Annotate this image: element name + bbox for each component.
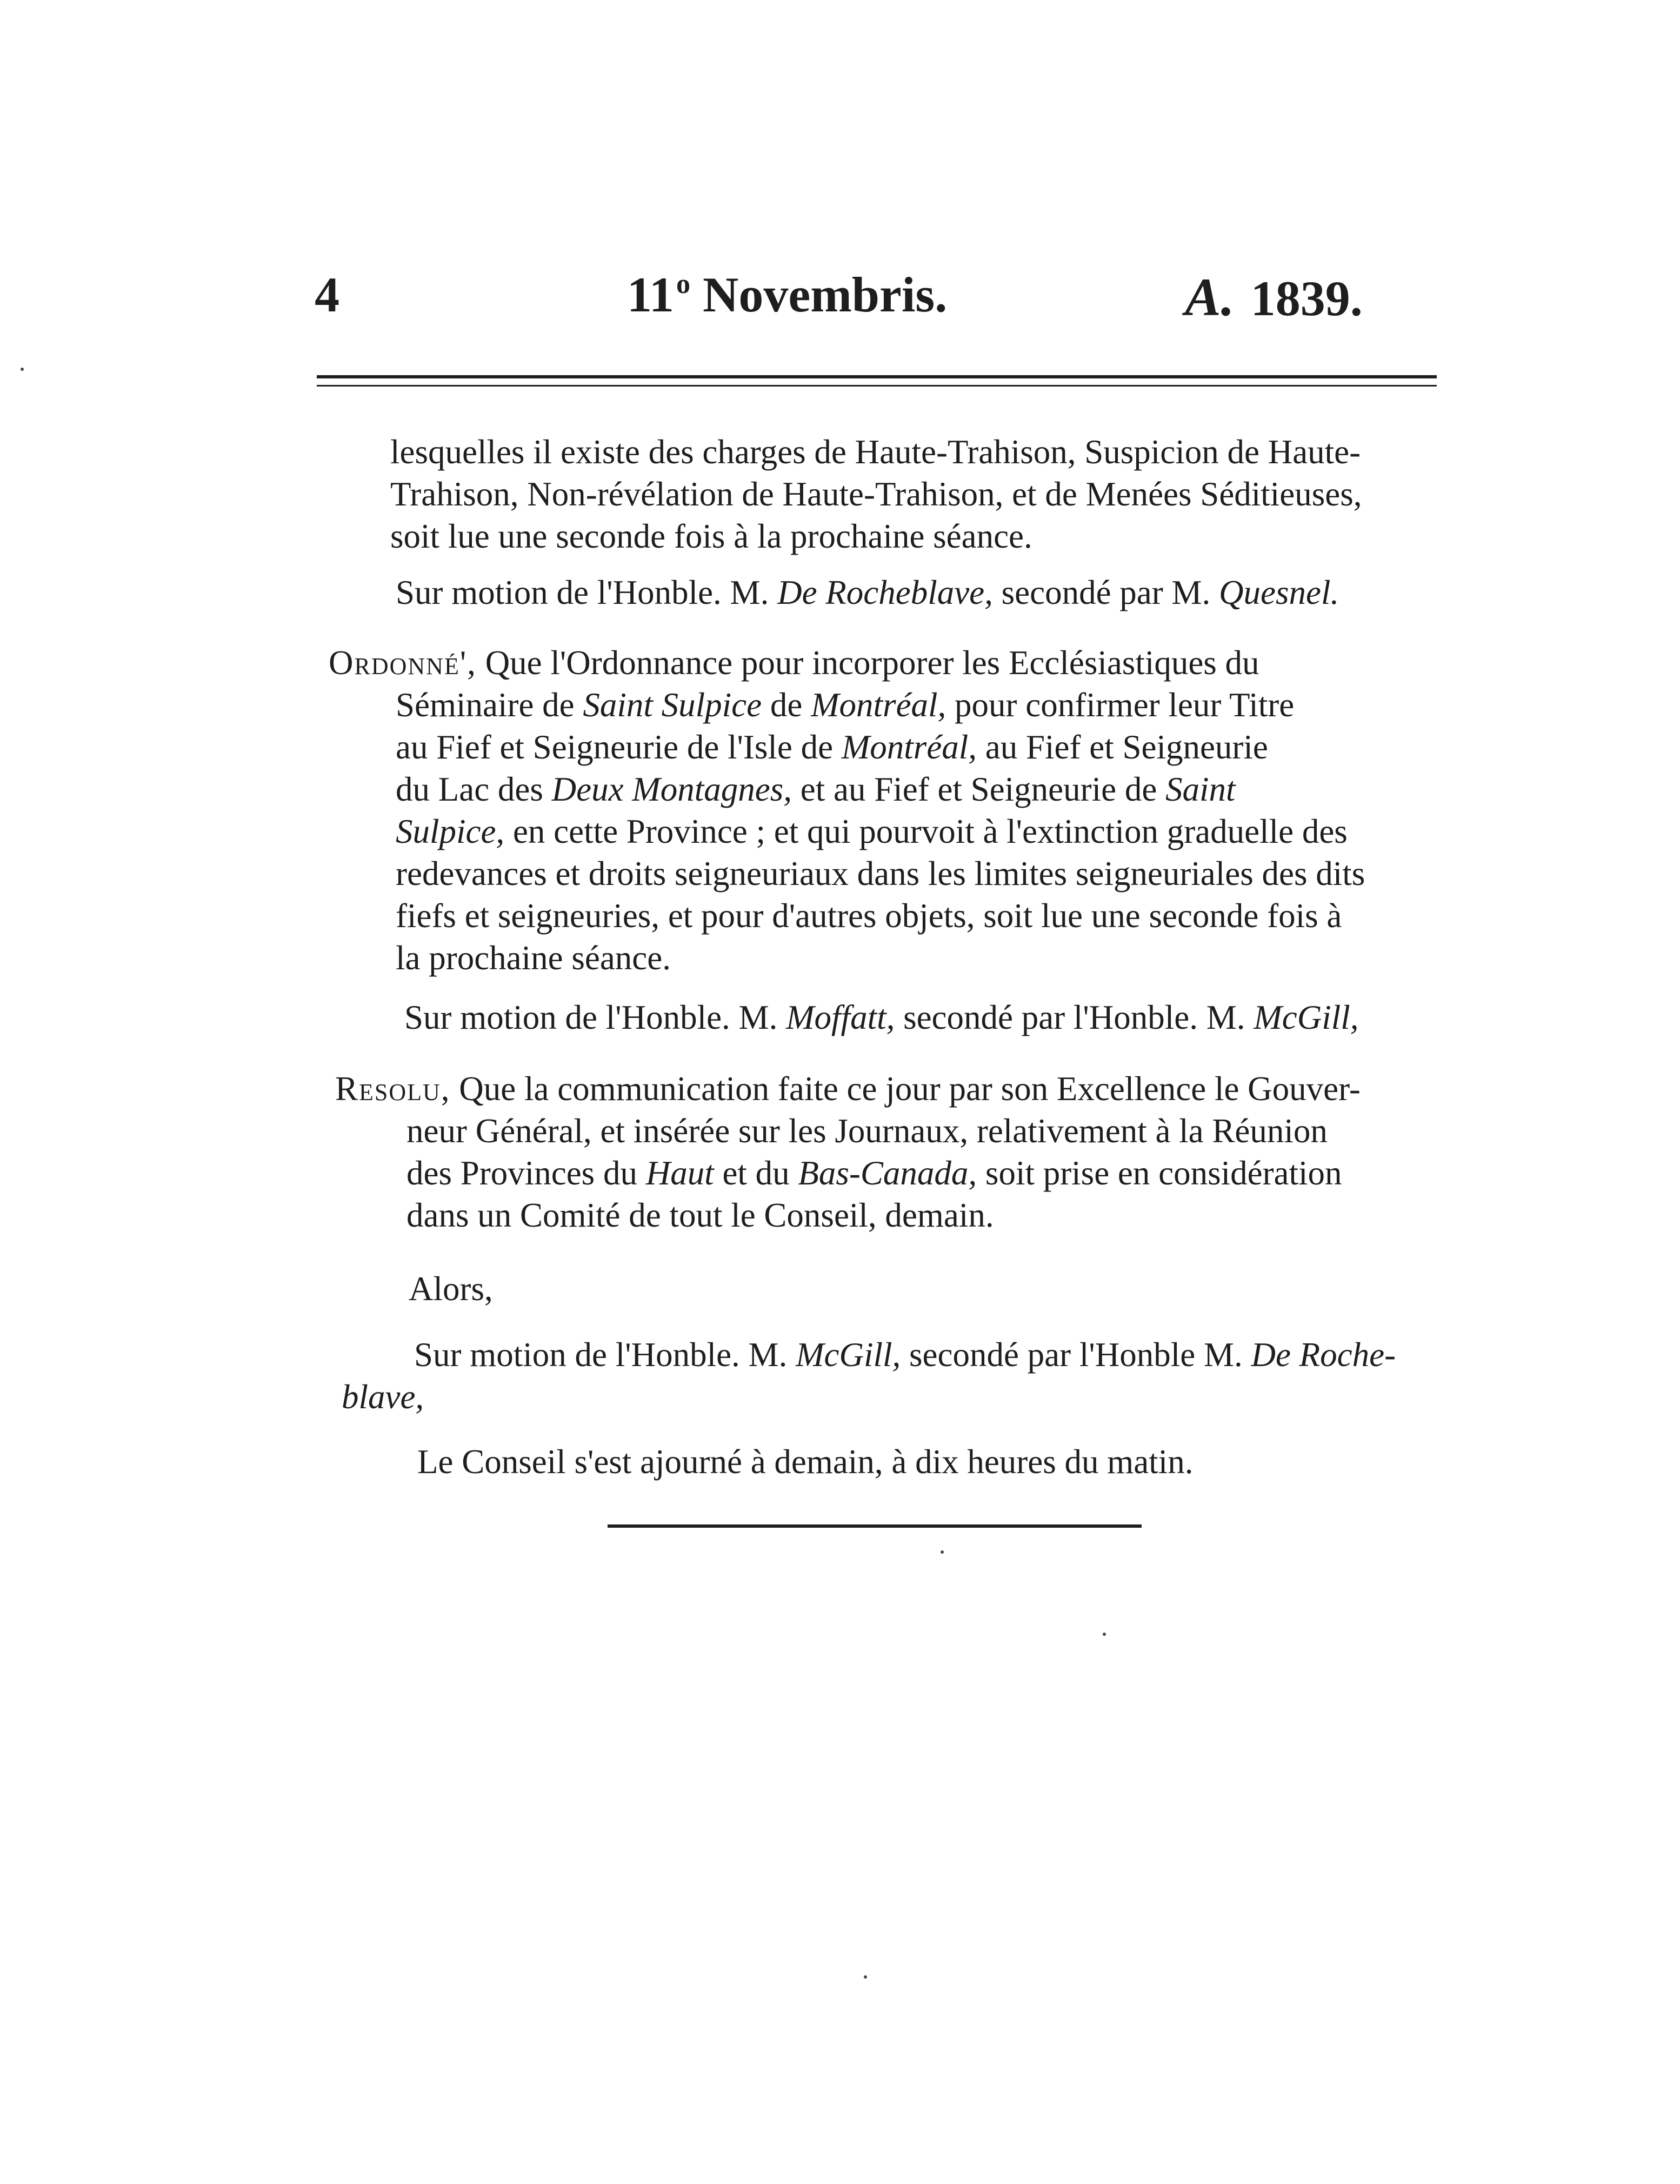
motion-mover: De Rocheblave, (777, 574, 993, 611)
motion-seconder: Quesnel. (1219, 574, 1339, 611)
para1-line: Trahison, Non-révélation de Haute-Trahison, et de Menées Séditieuses, (390, 475, 1362, 513)
resolu-italic: Bas-Canada, (798, 1154, 977, 1192)
ordonne-line (396, 685, 1294, 725)
closing-line: Le Conseil s'est ajourné à demain, à dix heures du matin. (417, 1443, 1194, 1481)
motion-line (396, 573, 1339, 612)
date-month: Novembris. (702, 267, 948, 322)
resolu-text: soit prise en considération (977, 1154, 1342, 1192)
ordonne-line: redevances et droits seigneuriaux dans les limites seigneuriales des dits (396, 855, 1365, 893)
resolu-line (335, 1069, 1361, 1109)
resolu-text: et du (714, 1154, 798, 1192)
motion-text: Sur motion de l'Honble. M. (396, 574, 778, 611)
resolu-text: des Provinces du (406, 1154, 646, 1192)
header-date (627, 266, 947, 323)
scan-speck (1103, 1633, 1106, 1636)
ordonne-italic: Saint (1165, 770, 1236, 808)
ordonne-line (329, 643, 1259, 683)
year-value: 1839. (1250, 271, 1363, 326)
resolu-italic: Haut (645, 1154, 714, 1192)
scan-speck (21, 368, 24, 371)
motion-text: Sur motion de l'Honble. M. (414, 1336, 796, 1374)
ordonne-italic: Saint Sulpice (583, 686, 762, 724)
motion-line (404, 998, 1358, 1037)
motion-seconder: De Roche- (1251, 1336, 1396, 1374)
ordonne-line: fiefs et seigneuries, et pour d'autres objets, soit lue une seconde fois à (396, 897, 1342, 935)
ordonne-italic: Sulpice, (396, 813, 505, 850)
year-prefix: A. (1185, 267, 1235, 327)
ordonne-line: la prochaine séance. (396, 939, 671, 977)
ordonne-text: au Fief et Seigneurie de l'Isle de (396, 728, 842, 766)
motion-seconder: blave, (342, 1378, 424, 1416)
ordonne-line (396, 770, 1236, 809)
ordonne-text: pour confirmer leur Titre (946, 686, 1295, 724)
header-rule-top (317, 375, 1437, 378)
ordonne-text: et au Fief et Seigneurie de (792, 770, 1166, 808)
ordonne-text: de (762, 686, 811, 724)
alors-line: Alors, (409, 1270, 493, 1308)
resolu-line: neur Général, et insérée sur les Journaux, relativement à la Réunion (406, 1112, 1328, 1150)
ordonne-label: Ordonné', (329, 644, 477, 682)
ordonne-line (396, 812, 1348, 851)
header-year (1185, 266, 1363, 328)
ordonne-text: au Fief et Seigneurie (977, 728, 1268, 766)
ordonne-italic: Deux Montagnes, (551, 770, 792, 808)
motion-text: secondé par l'Honble M. (901, 1336, 1251, 1374)
date-day: 11 (627, 267, 674, 322)
ordonne-text: Que l'Ordonnance pour incorporer les Ecclésiastiques du (476, 644, 1259, 682)
scan-speck (864, 1975, 867, 1979)
para1-line: lesquelles il existe des charges de Haute-Trahison, Suspicion de Haute- (390, 433, 1361, 471)
resolu-label: Resolu, (335, 1070, 451, 1108)
resolu-line (406, 1154, 1342, 1193)
motion-line (342, 1377, 424, 1417)
page-number: 4 (315, 267, 339, 322)
resolu-text: Que la communication faite ce jour par son Excellence le Gouver- (450, 1070, 1361, 1108)
ordonne-line (396, 728, 1268, 767)
motion-seconder: McGill, (1254, 998, 1359, 1036)
motion-text: secondé par l'Honble. M. (895, 998, 1254, 1036)
header-rule-bottom (317, 385, 1437, 387)
motion-text: secondé par M. (992, 574, 1219, 611)
motion-text: Sur motion de l'Honble. M. (404, 998, 786, 1036)
ordonne-italic: Montréal, (811, 686, 946, 724)
para1-line: soit lue une seconde fois à la prochaine séance. (390, 517, 1032, 555)
closing-rule (608, 1524, 1142, 1528)
ordonne-text: Séminaire de (396, 686, 583, 724)
motion-mover: McGill, (796, 1336, 901, 1374)
scan-speck (941, 1550, 944, 1554)
date-superscript: o (676, 269, 690, 299)
ordonne-text: en cette Province ; et qui pourvoit à l'extinction graduelle des (504, 813, 1348, 850)
motion-line (414, 1335, 1396, 1375)
motion-mover: Moffatt, (786, 998, 895, 1036)
resolu-line: dans un Comité de tout le Conseil, demain. (406, 1196, 994, 1234)
ordonne-italic: Montréal, (841, 728, 977, 766)
ordonne-text: du Lac des (396, 770, 552, 808)
